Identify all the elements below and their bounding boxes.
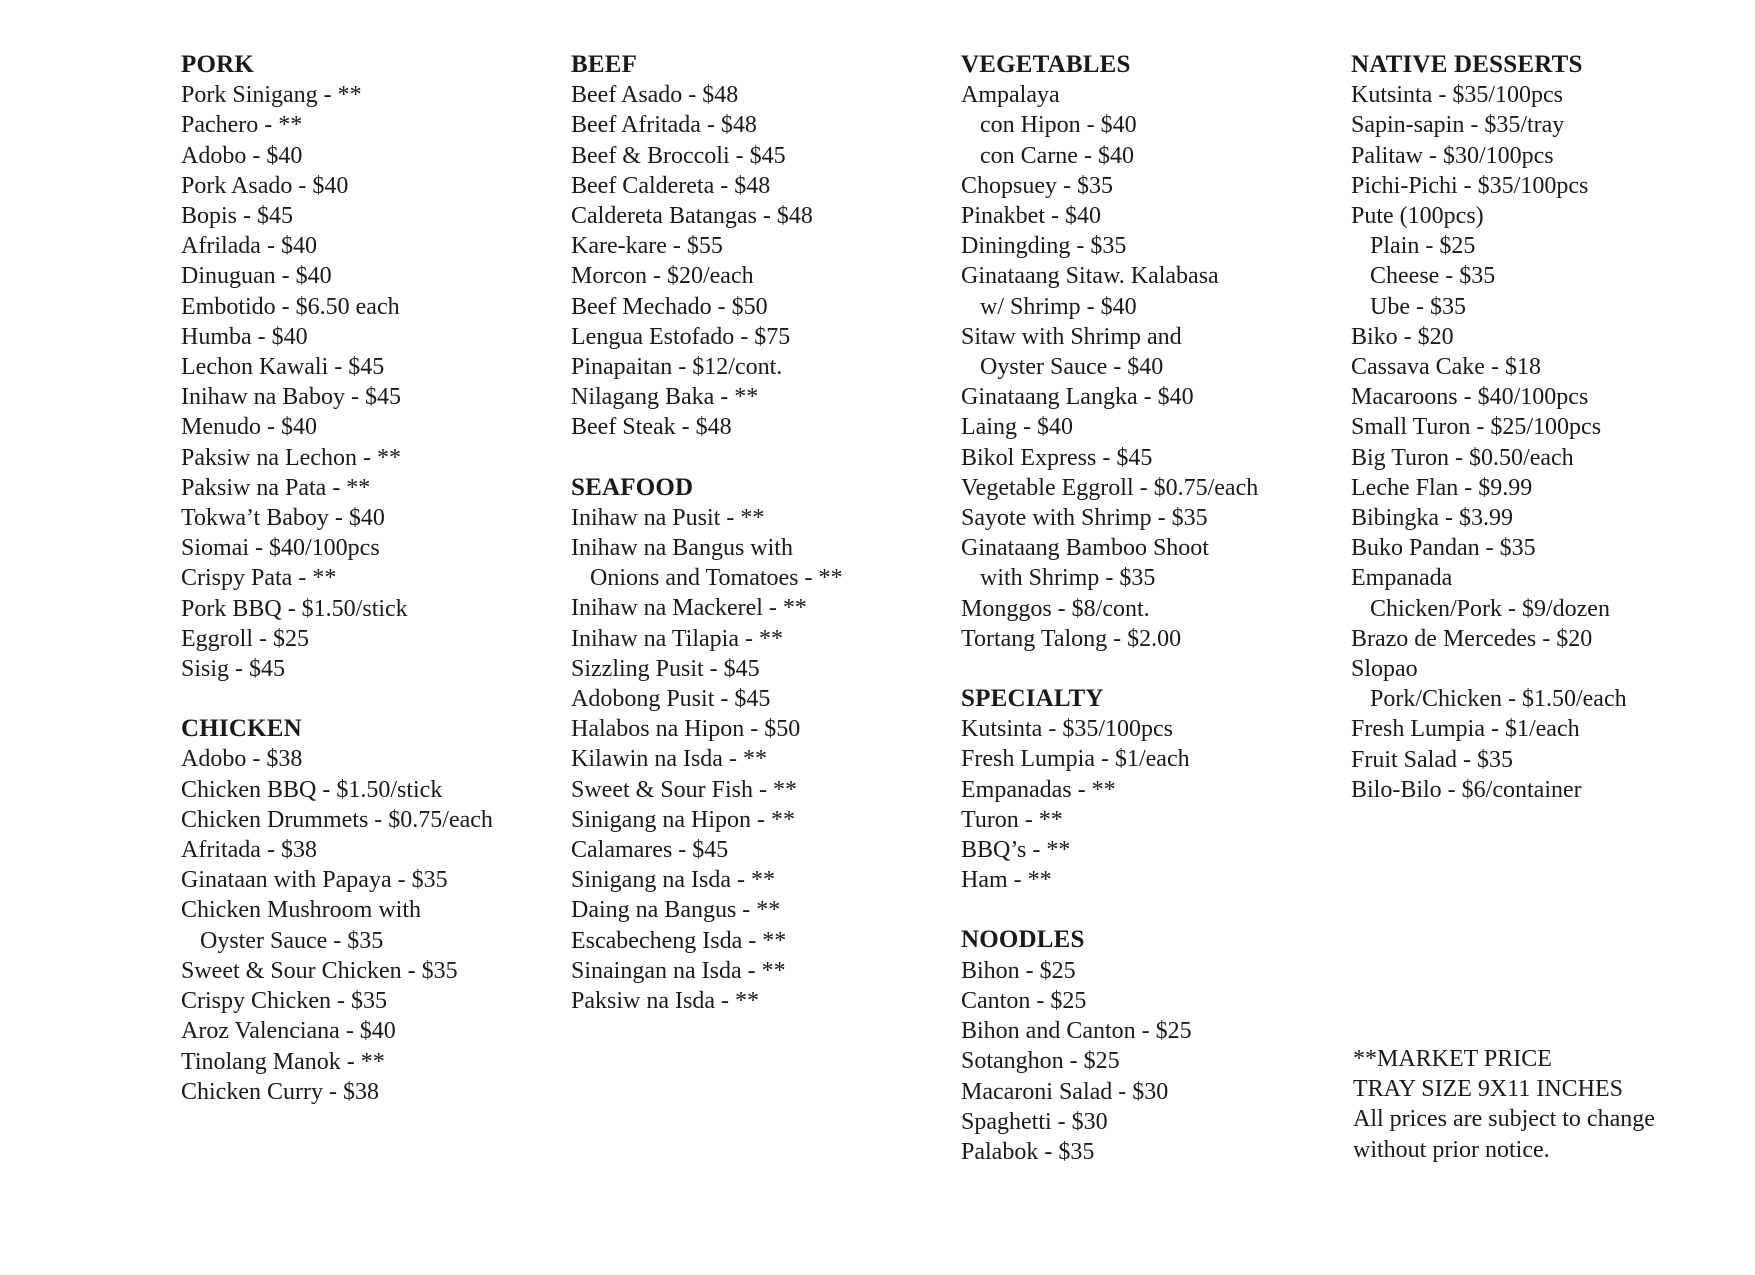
menu-item-subline: Onions and Tomatoes - ** (590, 565, 843, 592)
menu-item: BBQ’s - ** (961, 837, 1071, 864)
menu-item: Pork BBQ - $1.50/stick (181, 595, 408, 622)
menu-item: Sitaw with Shrimp and (961, 323, 1182, 350)
menu-item: Chicken Drummets - $0.75/each (181, 806, 493, 833)
menu-item: Empanada (1351, 565, 1453, 592)
menu-item-subline: with Shrimp - $35 (980, 565, 1156, 592)
menu-item: Pork Sinigang - ** (181, 82, 362, 109)
menu-item: Cassava Cake - $18 (1351, 354, 1541, 381)
menu-item: Fruit Salad - $35 (1351, 746, 1513, 773)
menu-item: Paksiw na Lechon - ** (181, 444, 401, 471)
section-heading: CHICKEN (181, 715, 302, 743)
section-heading: PORK (181, 51, 255, 78)
menu-item: Nilagang Baka - ** (571, 384, 759, 411)
menu-item: Bopis - $45 (181, 203, 294, 230)
menu-item: Caldereta Batangas - $48 (571, 203, 813, 230)
section-heading: SEAFOOD (571, 473, 694, 501)
menu-item: Fresh Lumpia - $1/each (1351, 716, 1580, 743)
menu-item: Empanadas - ** (961, 776, 1116, 803)
menu-item: Lechon Kawali - $45 (181, 354, 385, 381)
menu-item: Macaroons - $40/100pcs (1351, 384, 1589, 411)
note-market-price: **MARKET PRICE (1353, 1046, 1552, 1072)
menu-item-list (181, 80, 561, 684)
menu-item: Ginataan with Papaya - $35 (181, 867, 448, 894)
menu-item: Biko - $20 (1351, 323, 1454, 350)
menu-item: Bikol Express - $45 (961, 444, 1153, 471)
menu-item: Pinapaitan - $12/cont. (571, 354, 783, 381)
menu-item: Crispy Chicken - $35 (181, 988, 387, 1015)
menu-item: Leche Flan - $9.99 (1351, 474, 1533, 501)
menu-item: Beef & Broccoli - $45 (571, 142, 786, 169)
section-heading: VEGETABLES (961, 51, 1131, 78)
menu-item: Tokwa’t Baboy - $40 (181, 505, 385, 532)
menu-column-4 (1351, 50, 1731, 835)
menu-item: Lengua Estofado - $75 (571, 323, 791, 350)
menu-item-list (961, 714, 1341, 895)
menu-item-subline: w/ Shrimp - $40 (980, 293, 1137, 320)
menu-item: Fresh Lumpia - $1/each (961, 746, 1190, 773)
menu-item: Buko Pandan - $35 (1351, 535, 1536, 562)
menu-item: Sotanghon - $25 (961, 1048, 1120, 1075)
menu-item: Vegetable Eggroll - $0.75/each (961, 474, 1259, 501)
menu-item-subline: Cheese - $35 (1370, 263, 1496, 290)
menu-section (571, 50, 951, 443)
menu-item: Diningding - $35 (961, 233, 1127, 260)
menu-section (1351, 50, 1731, 805)
menu-item: Pichi-Pichi - $35/100pcs (1351, 172, 1589, 199)
menu-item-list (961, 956, 1341, 1167)
section-heading: BEEF (571, 51, 638, 78)
menu-item: Chicken Curry - $38 (181, 1078, 379, 1105)
menu-item: Spaghetti - $30 (961, 1108, 1108, 1135)
menu-section (961, 50, 1341, 654)
menu-item: Kare-kare - $55 (571, 233, 723, 260)
menu-item: Bihon and Canton - $25 (961, 1018, 1192, 1045)
menu-item: Kilawin na Isda - ** (571, 746, 767, 773)
menu-item: Inihaw na Mackerel - ** (571, 595, 807, 622)
menu-item: Big Turon - $0.50/each (1351, 444, 1574, 471)
menu-item: Laing - $40 (961, 414, 1073, 441)
menu-item: Bibingka - $3.99 (1351, 505, 1513, 532)
menu-item-subline: Plain - $25 (1370, 233, 1476, 260)
menu-section (961, 684, 1341, 895)
menu-item: Palabok - $35 (961, 1138, 1095, 1165)
menu-item: Inihaw na Pusit - ** (571, 504, 765, 531)
menu-item: Embotido - $6.50 each (181, 293, 400, 320)
menu-item: Bilo-Bilo - $6/container (1351, 776, 1582, 803)
menu-item: Bihon - $25 (961, 957, 1076, 984)
menu-item: Chopsuey - $35 (961, 172, 1113, 199)
menu-item: Turon - ** (961, 806, 1063, 833)
menu-item: Beef Mechado - $50 (571, 293, 768, 320)
menu-item-list (961, 80, 1341, 654)
menu-item: Dinuguan - $40 (181, 263, 332, 290)
menu-item: Sinigang na Isda - ** (571, 867, 775, 894)
menu-item: Canton - $25 (961, 987, 1087, 1014)
section-heading: NOODLES (961, 926, 1085, 954)
menu-item: Slopao (1351, 656, 1418, 683)
menu-item: Beef Caldereta - $48 (571, 172, 771, 199)
menu-item: Morcon - $20/each (571, 263, 754, 290)
menu-item: Eggroll - $25 (181, 625, 309, 652)
menu-item-subline: Oyster Sauce - $35 (200, 927, 384, 954)
menu-item: Tortang Talong - $2.00 (961, 625, 1182, 652)
menu-item: Halabos na Hipon - $50 (571, 716, 801, 743)
menu-item-subline: Chicken/Pork - $9/dozen (1370, 595, 1610, 622)
menu-item: Ampalaya (961, 82, 1060, 109)
menu-item: Siomai - $40/100pcs (181, 535, 380, 562)
menu-item: Sapin-sapin - $35/tray (1351, 112, 1565, 139)
menu-item: Chicken Mushroom with (181, 897, 421, 924)
menu-item: Aroz Valenciana - $40 (181, 1018, 396, 1045)
menu-item: Afritada - $38 (181, 837, 317, 864)
menu-section (571, 473, 951, 1017)
menu-column-3 (961, 50, 1341, 1197)
menu-item: Macaroni Salad - $30 (961, 1078, 1169, 1105)
menu-item: Ginataang Langka - $40 (961, 384, 1194, 411)
menu-item: Ginataang Bamboo Shoot (961, 535, 1209, 562)
section-heading: NATIVE DESSERTS (1351, 51, 1583, 78)
menu-item: Adobo - $40 (181, 142, 303, 169)
menu-item: Chicken BBQ - $1.50/stick (181, 776, 443, 803)
menu-item-subline: Oyster Sauce - $40 (980, 354, 1164, 381)
note-prior-notice: without prior notice. (1353, 1136, 1550, 1163)
menu-item: Sinigang na Hipon - ** (571, 806, 795, 833)
menu-item: Calamares - $45 (571, 837, 729, 864)
menu-item: Paksiw na Isda - ** (571, 988, 759, 1015)
menu-item: Sweet & Sour Fish - ** (571, 776, 798, 803)
menu-item-subline: con Carne - $40 (980, 142, 1134, 169)
menu-item: Sizzling Pusit - $45 (571, 655, 760, 682)
menu-item: Menudo - $40 (181, 414, 317, 441)
menu-item: Kutsinta - $35/100pcs (961, 716, 1173, 743)
price-notes (1353, 1044, 1733, 1165)
menu-item: Crispy Pata - ** (181, 565, 337, 592)
menu-item: Daing na Bangus - ** (571, 897, 781, 924)
menu-item: Pute (100pcs) (1351, 203, 1484, 230)
menu-item: Adobo - $38 (181, 746, 303, 773)
menu-item-list (571, 80, 951, 442)
menu-item: Ginataang Sitaw. Kalabasa (961, 263, 1219, 290)
menu-item: Paksiw na Pata - ** (181, 474, 371, 501)
menu-item: Sayote with Shrimp - $35 (961, 505, 1208, 532)
note-tray-size: TRAY SIZE 9X11 INCHES (1353, 1076, 1624, 1103)
menu-item-list (571, 503, 951, 1016)
menu-item: Sweet & Sour Chicken - $35 (181, 957, 458, 984)
menu-item: Inihaw na Baboy - $45 (181, 384, 401, 411)
menu-item: Sinaingan na Isda - ** (571, 957, 786, 984)
menu-item-subline: Pork/Chicken - $1.50/each (1370, 686, 1627, 713)
menu-item: Beef Asado - $48 (571, 82, 739, 109)
menu-item: Humba - $40 (181, 323, 308, 350)
menu-item: Brazo de Mercedes - $20 (1351, 625, 1593, 652)
menu-item-list (181, 744, 561, 1106)
menu-section (961, 925, 1341, 1167)
note-price-change: All prices are subject to change (1353, 1106, 1655, 1133)
menu-item: Palitaw - $30/100pcs (1351, 142, 1554, 169)
menu-column-1 (181, 50, 561, 1137)
menu-item: Afrilada - $40 (181, 233, 317, 260)
menu-item: Monggos - $8/cont. (961, 595, 1150, 622)
section-heading: SPECIALTY (961, 685, 1104, 713)
menu-item: Sisig - $45 (181, 656, 286, 683)
menu-item: Beef Steak - $48 (571, 414, 732, 441)
menu-item: Tinolang Manok - ** (181, 1048, 385, 1075)
menu-section (181, 714, 561, 1107)
menu-item-subline: Ube - $35 (1370, 293, 1466, 320)
menu-item: Inihaw na Bangus with (571, 535, 793, 562)
menu-column-2 (571, 50, 951, 1046)
menu-item: Pork Asado - $40 (181, 172, 349, 199)
menu-item-subline: con Hipon - $40 (980, 112, 1137, 139)
menu-item: Small Turon - $25/100pcs (1351, 414, 1602, 441)
menu-item: Kutsinta - $35/100pcs (1351, 82, 1563, 109)
menu-item: Pinakbet - $40 (961, 203, 1101, 230)
menu-item: Ham - ** (961, 867, 1052, 894)
menu-item: Beef Afritada - $48 (571, 112, 757, 139)
menu-section (181, 50, 561, 684)
menu-item: Inihaw na Tilapia - ** (571, 625, 783, 652)
menu-item: Adobong Pusit - $45 (571, 686, 771, 713)
menu-item: Pachero - ** (181, 112, 303, 139)
menu-item: Escabecheng Isda - ** (571, 927, 787, 954)
menu-item-list (1351, 80, 1731, 805)
